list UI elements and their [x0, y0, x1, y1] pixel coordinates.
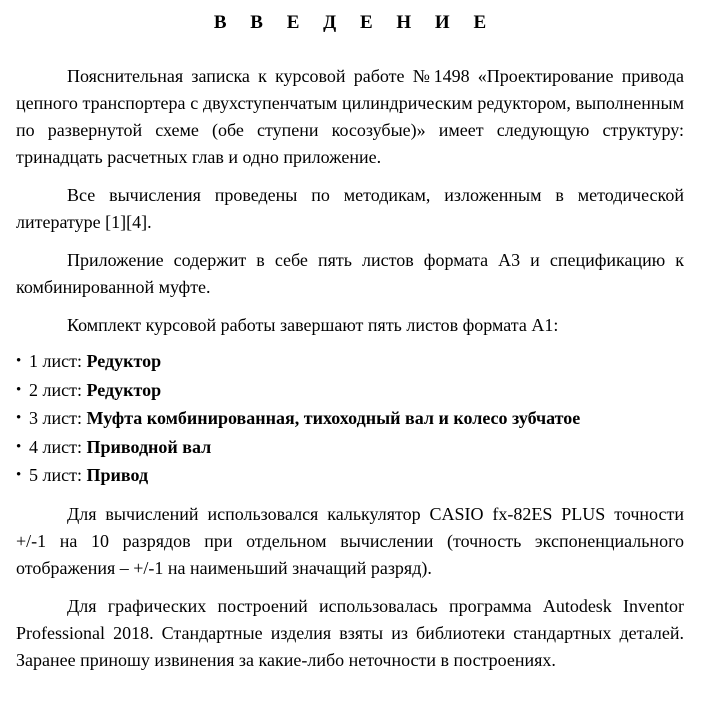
list-item — [16, 433, 684, 462]
list-item — [16, 347, 684, 376]
appendix-paragraph: Приложение содержит в себе пять листов формата А3 и спецификацию к комбинированной муфте. — [16, 250, 684, 297]
graphics-paragraph: Для графических построений использовалась программа Autodesk Inventor Professional 2018. Стандартные изделия взяты из библиотеки стандартных деталей. Заранее приношу извинения за какие-либо неточности в построениях. — [16, 595, 684, 670]
calculator-paragraph: Для вычислений использовался калькулятор CASIO fx-82ES PLUS точности +/-1 на 10 разрядов при отдельном вычислении (точность экспоненциального отображения – +/-1 на наименьший значащий разряд). — [16, 503, 684, 578]
page-title: В В Е Д Е Н И Е — [213, 12, 496, 33]
sheet-prefix: 2 лист: — [29, 379, 82, 400]
bullet-icon: • — [16, 467, 22, 483]
sheet-name: Привод — [86, 465, 149, 485]
sheet-prefix: 1 лист: — [29, 351, 82, 371]
bullet-icon: • — [16, 381, 22, 398]
list-item — [16, 404, 684, 433]
bullet-icon: • — [16, 410, 22, 426]
bullet-icon: • — [16, 353, 22, 369]
document-page — [16, 0, 684, 674]
sheet-name: Редуктор — [86, 351, 162, 371]
sheet-prefix: 3 лист: — [29, 408, 82, 428]
intro-paragraph: Пояснительная записка к курсовой работе №1498 «Проектирование привода цепного транспортера с двухступенчатым цилиндрическим редуктором, выполненным по развернутой схеме (обе ступени косозубые)» имеет следующую структуру: тринадцать расчетных глав и одно приложение. — [16, 66, 684, 167]
sheet-name: Приводной вал — [86, 436, 212, 457]
list-item — [16, 461, 684, 490]
sheets-list — [16, 347, 684, 490]
sheet-name: Муфта комбинированная, тихоходный вал и колесо зубчатое — [86, 408, 581, 428]
sheet-prefix: 4 лист: — [29, 436, 82, 457]
sheets-intro-paragraph: Комплект курсовой работы завершают пять листов формата А1: — [67, 315, 559, 335]
sheet-prefix: 5 лист: — [29, 465, 82, 485]
sheet-name: Редуктор — [86, 379, 162, 400]
bullet-icon: • — [16, 438, 22, 455]
list-item — [16, 376, 684, 405]
methods-paragraph: Все вычисления проведены по методикам, изложенным в методической литературе [1][4]. — [16, 185, 684, 232]
